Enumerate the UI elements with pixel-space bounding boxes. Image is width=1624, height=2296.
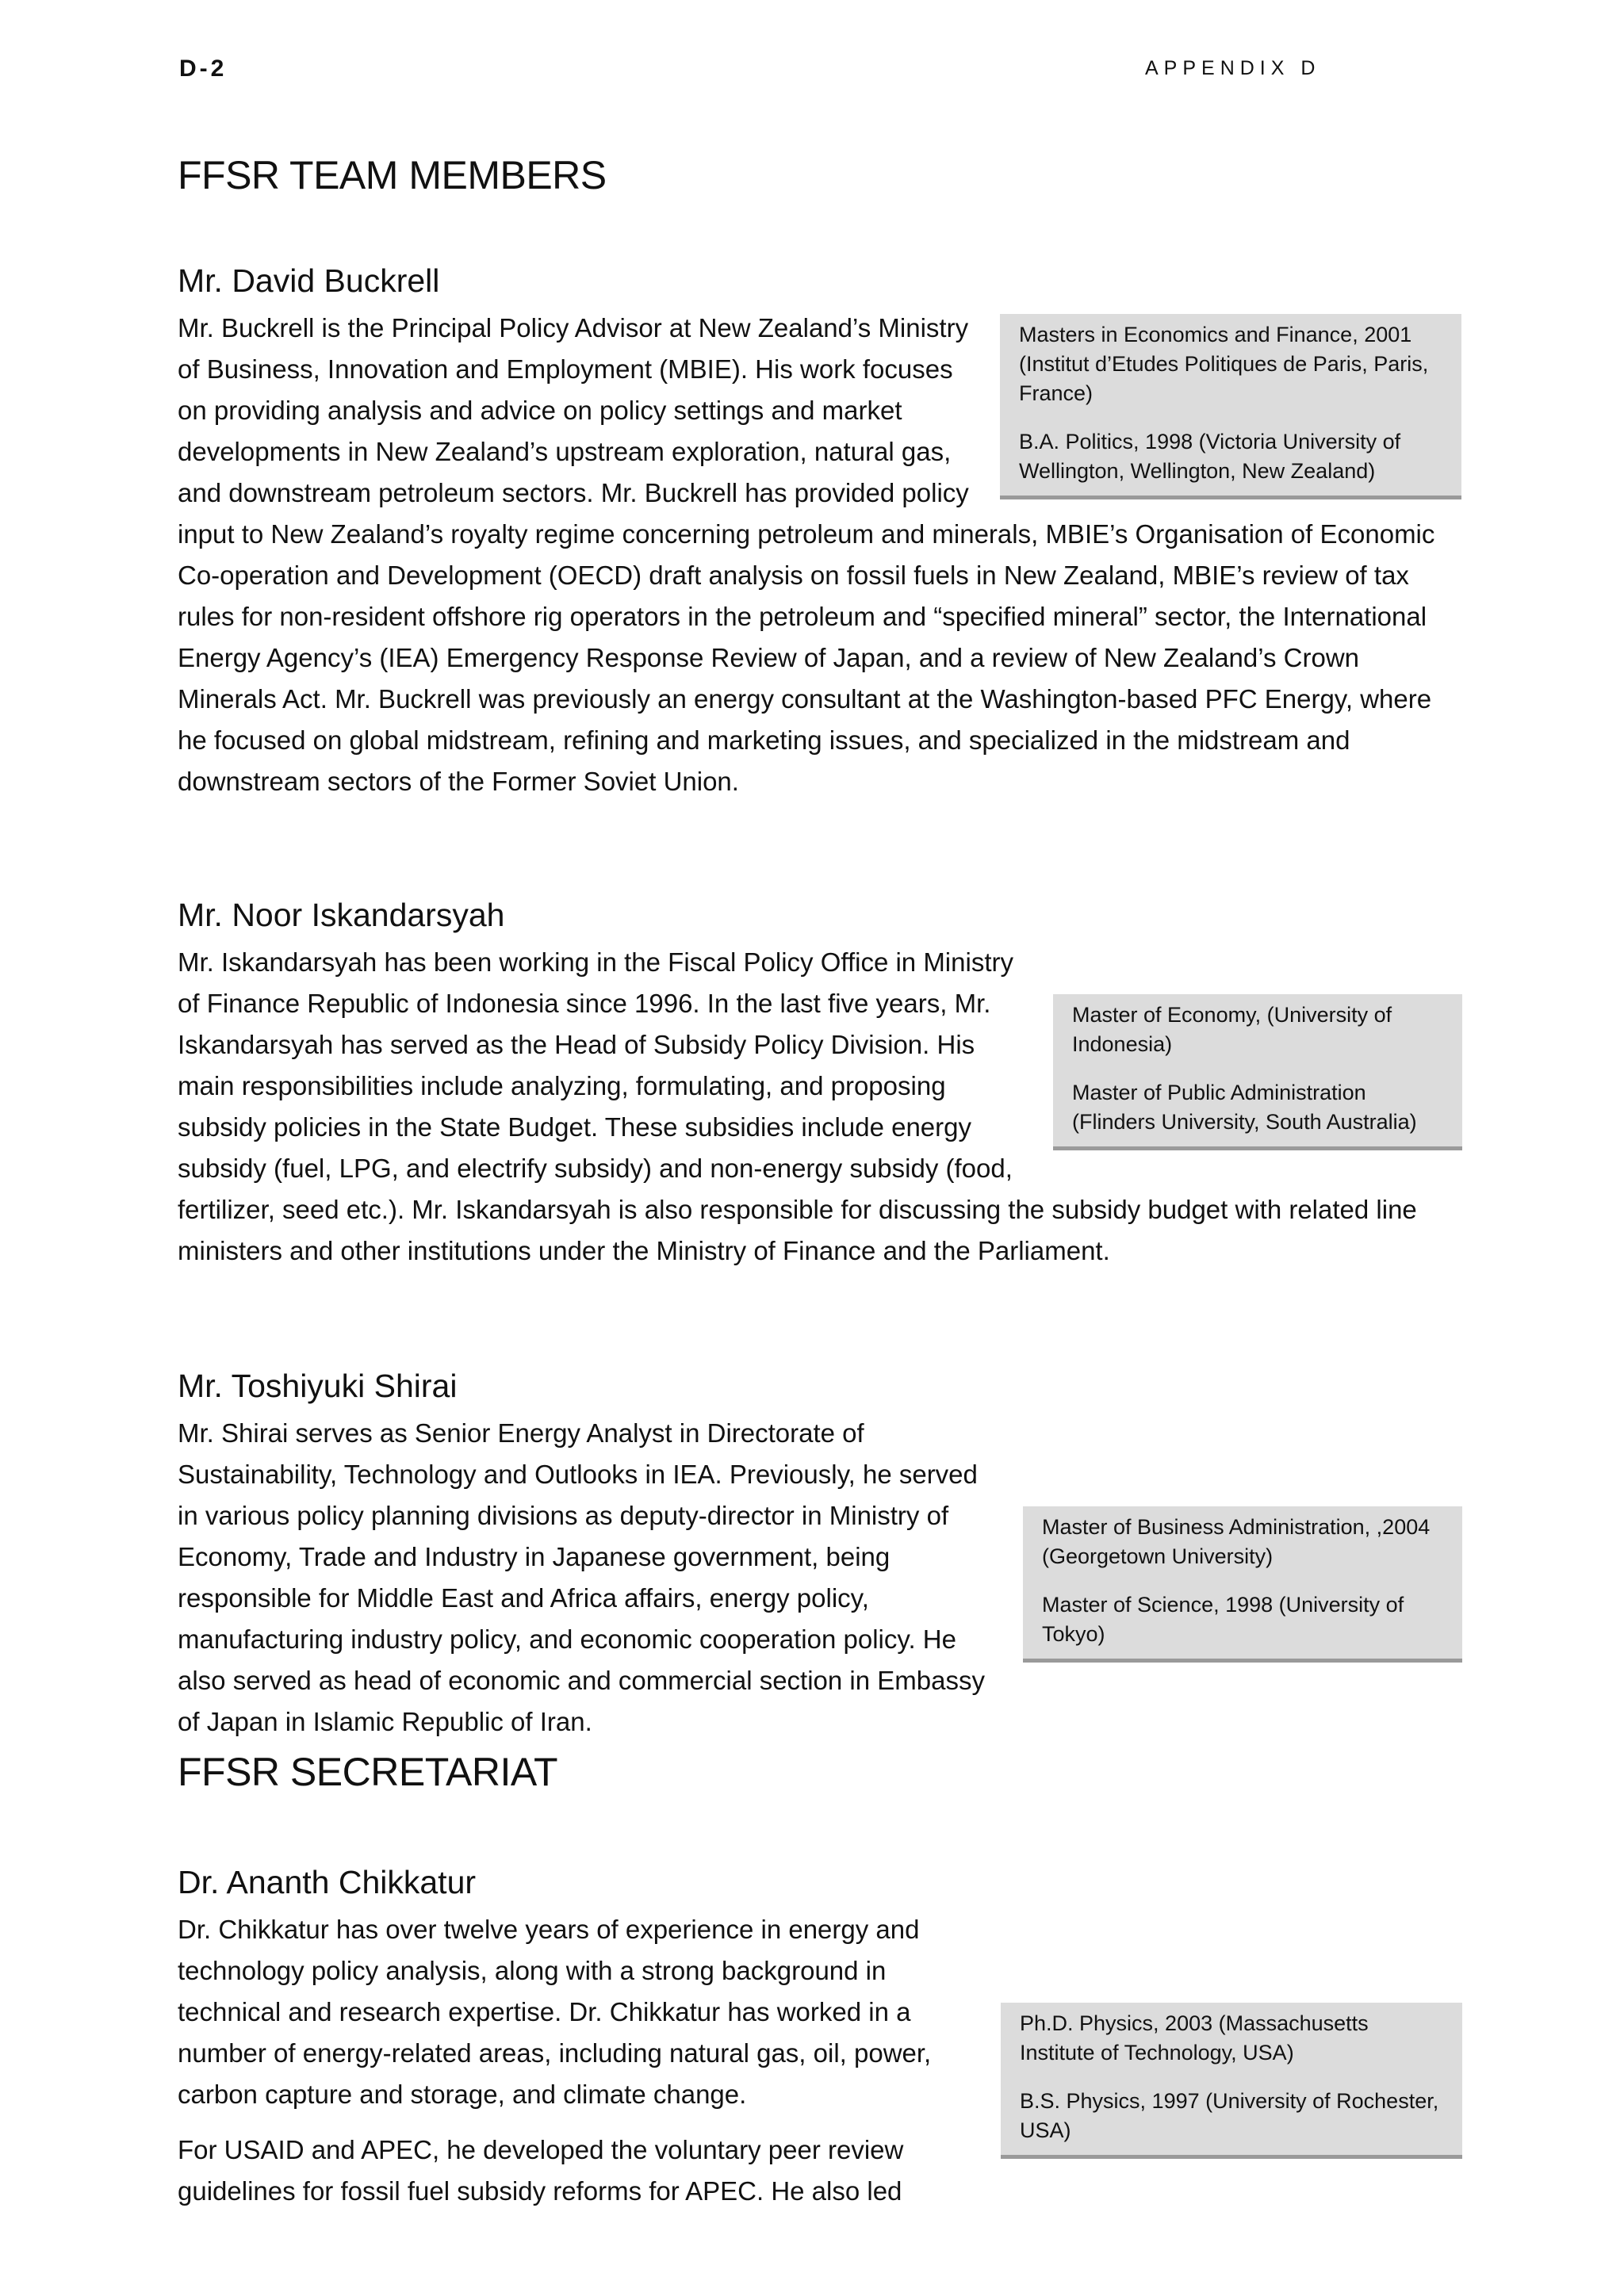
member-name: Dr. Ananth Chikkatur: [178, 1864, 477, 1900]
education-item: Masters in Economics and Finance, 2001 (Institut d’Etudes Politiques de Paris, Paris, France): [1019, 323, 1429, 405]
member-bio: [178, 1413, 1462, 1743]
education-box: [1001, 2003, 1462, 2159]
bio-paragraph: For USAID and APEC, he developed the voluntary peer review guidelines for fossil fuel subsidy reforms for APEC. He also led: [178, 2135, 904, 2206]
page-header: [0, 55, 1624, 87]
member-name: Mr. Noor Iskandarsyah: [178, 897, 505, 933]
education-box: [1000, 314, 1461, 499]
education-item: Master of Science, 1998 (University of Tokyo): [1042, 1593, 1404, 1646]
bio-paragraph: Mr. Iskandarsyah has been working in the Fiscal Policy Office in Ministry of Finance Republic of Indonesia since 1996. In the last five years, Mr. Iskandarsyah has served as the Head of Subsidy Policy Division. His main responsibilities include analyzing, formulating, and proposing subsidy policies in the State Budget. These subsidies include energy subsidy (fuel, LPG, and electrify subsidy) and non-energy subsidy (food, fertilizer, seed etc.). Mr. Iskandarsyah is also responsible for discussing the subsidy budget with related line ministers and other institutions under the Ministry of Finance and the Parliament.: [178, 947, 1417, 1265]
section-title-team-members: FFSR TEAM MEMBERS: [178, 153, 607, 197]
member-toshiyuki-shirai: [178, 1364, 1462, 1743]
member-ananth-chikkatur: [178, 1860, 1462, 2212]
bio-paragraph: Mr. Shirai serves as Senior Energy Analyst in Directorate of Sustainability, Technology and Outlooks in IEA. Previously, he served in various policy planning divisions as deputy-director in Ministry of Economy, Trade and Industry in Japanese government, being responsible for Middle East and Africa affairs, energy policy, manufacturing industry policy, and economic cooperation policy. He also served as head of economic and commercial section in Embassy of Japan in Islamic Republic of Iran.: [178, 1418, 985, 1736]
education-box: [1023, 1506, 1462, 1663]
bio-paragraph: Mr. Buckrell is the Principal Policy Advisor at New Zealand’s Ministry of Business, Innovation and Employment (MBIE). His work focuses on providing analysis and advice on policy settings and market developments in New Zealand’s upstream exploration, natural gas, and downstream petroleum sectors. Mr. Buckrell has provided policy input to New Zealand’s royalty regime concerning petroleum and minerals, MBIE’s Organisation of Economic Co-operation and Development (OECD) draft analysis on fossil fuels in New Zealand, MBIE’s review of tax rules for non-resident offshore rig operators in the petroleum and “specified mineral” sector, the International Energy Agency’s (IEA) Emergency Response Review of Japan, and a review of New Zealand’s Crown Minerals Act. Mr. Buckrell was previously an energy consultant at the Washington-based PFC Energy, where he focused on global midstream, refining and marketing issues, and specialized in the midstream and downstream sectors of the Former Soviet Union.: [178, 313, 1435, 796]
appendix-label: APPENDIX D: [1145, 57, 1321, 79]
bio-paragraph: Dr. Chikkatur has over twelve years of experience in energy and technology policy analysis, along with a strong background in technical and research expertise. Dr. Chikkatur has worked in a number of energy-related areas, including natural gas, oil, power, carbon capture and storage, and climate change.: [178, 1915, 932, 2109]
member-bio: [178, 1909, 1462, 2212]
member-bio: [178, 942, 1462, 1272]
member-name: Mr. David Buckrell: [178, 262, 440, 299]
education-item: B.A. Politics, 1998 (Victoria University of Wellington, Wellington, New Zealand): [1019, 430, 1401, 483]
education-box: [1053, 994, 1462, 1150]
member-name: Mr. Toshiyuki Shirai: [178, 1368, 458, 1404]
education-item: Ph.D. Physics, 2003 (Massachusetts Institute of Technology, USA): [1020, 2011, 1369, 2064]
education-item: B.S. Physics, 1997 (University of Rochester, USA): [1020, 2089, 1439, 2142]
member-david-buckrell: [178, 258, 1462, 802]
education-item: Master of Public Administration (Flinders University, South Australia): [1072, 1081, 1417, 1134]
education-item: Master of Economy, (University of Indonesia): [1072, 1003, 1392, 1056]
member-noor-iskandarsyah: [178, 893, 1462, 1272]
member-bio: [178, 308, 1462, 802]
section-title-secretariat: FFSR SECRETARIAT: [178, 1750, 558, 1794]
education-item: Master of Business Administration, ,2004 (Georgetown University): [1042, 1515, 1431, 1568]
page-number: D-2: [179, 55, 228, 82]
